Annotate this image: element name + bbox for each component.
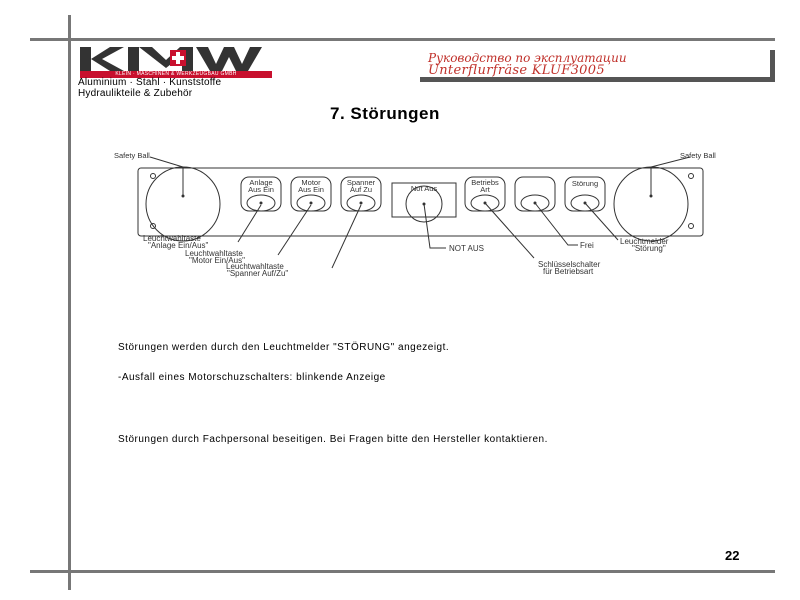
leader-safety-right [651, 157, 690, 196]
leader-stoerung [585, 203, 618, 240]
company-products: Hydraulikteile & Zubehör [78, 88, 193, 99]
callout-motor-line2: "Motor Ein/Aus" [189, 256, 245, 265]
betriebsart-button-label: Betriebs [471, 178, 499, 187]
motor-button-sublabel: Aus Ein [298, 185, 324, 194]
paragraph-indicator: Störungen werden durch den Leuchtmelder "STÖRUNG" angezeigt. [118, 342, 450, 353]
callout-anlage-line2: "Anlage Ein/Aus" [148, 241, 209, 250]
page-number: 22 [725, 548, 740, 563]
callout-schluessel-line2: für Betriebsart [543, 267, 594, 276]
safety-ball-right-label: Safety Ball [680, 151, 716, 160]
leader-motor [278, 205, 311, 255]
betriebsart-button-sublabel: Art [480, 185, 490, 194]
spanner-button-sublabel: Auf Zu [349, 185, 373, 194]
callout-spanner-line1: Leuchtwahltaste [226, 262, 284, 271]
callout-melder-line2: "Störung" [632, 244, 666, 253]
company-materials: Aluminium · Stahl · Kunststoffe [78, 77, 222, 88]
callout-not-aus: NOT AUS [449, 244, 484, 253]
safety-ball-left-label: Safety Ball [114, 151, 150, 160]
spanner-button-label: Spanner [346, 178, 376, 187]
callout-melder-line1: Leuchtmelder [620, 237, 669, 246]
not-aus-button-label: Not Aus [410, 184, 438, 193]
anlage-button-label: Anlage [249, 178, 273, 187]
leader-not-aus [424, 204, 446, 248]
callout-frei: Frei [580, 241, 594, 250]
motor-button-label: Motor [301, 178, 321, 187]
machine-name: Unterflurfräse KLUF3005 [428, 63, 605, 78]
paragraph-contact: Störungen durch Fachpersonal beseitigen. Bei Fragen bitte den Hersteller kontaktieren. [118, 434, 548, 445]
logo-tagline: KLEIN · MASCHINEN & WERKZEUGBAU GMBH [80, 71, 272, 78]
manual-title: Руководство по эксплуатации [428, 51, 627, 65]
callout-anlage-line1: Leuchtwahltaste [143, 234, 201, 243]
frei-housing [515, 177, 555, 211]
panel-screw [689, 174, 694, 179]
paragraph-motor-fault: -Ausfall eines Motorschuzschalters: blinkende Anzeige [118, 372, 386, 383]
callout-spanner-line2: "Spanner Auf/Zu" [227, 269, 289, 278]
control-panel [138, 168, 703, 236]
leader-frei [535, 203, 578, 245]
callout-schluessel-line1: Schlüsselschalter [538, 260, 601, 269]
stoerung-button-label: Störung [571, 179, 599, 188]
callout-motor-line1: Leuchtwahltaste [185, 249, 243, 258]
anlage-button-sublabel: Aus Ein [248, 185, 274, 194]
panel-screw [151, 174, 156, 179]
section-title: 7. Störungen [330, 104, 440, 123]
panel-screw [689, 224, 694, 229]
